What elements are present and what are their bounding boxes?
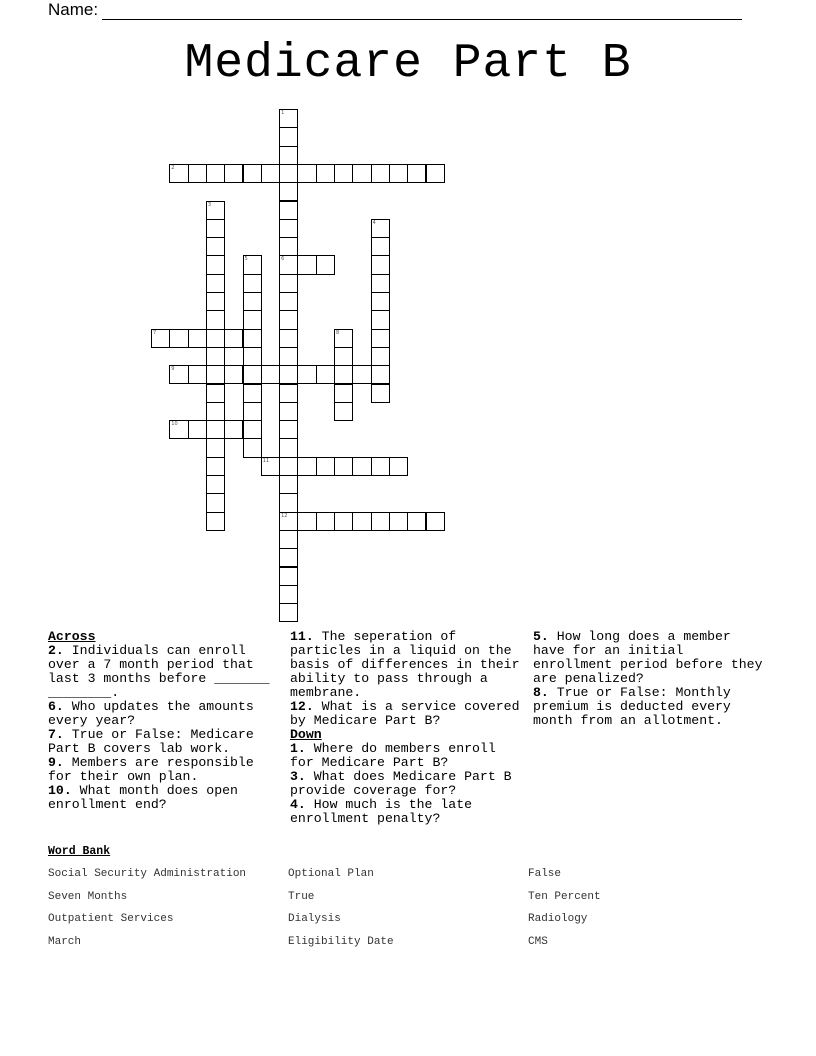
grid-cell[interactable]: [243, 420, 262, 439]
grid-cell[interactable]: [279, 402, 298, 421]
grid-cell[interactable]: [206, 512, 225, 531]
grid-cell[interactable]: [371, 237, 390, 256]
grid-cell[interactable]: [206, 310, 225, 329]
grid-cell[interactable]: [279, 420, 298, 439]
grid-cell[interactable]: [279, 182, 298, 201]
grid-cell[interactable]: [279, 603, 298, 622]
grid-number: 11: [262, 457, 270, 464]
grid-cell[interactable]: [389, 164, 408, 183]
grid-cell[interactable]: [389, 512, 408, 531]
word-bank-item: Radiology: [528, 913, 588, 925]
grid-cell[interactable]: [206, 365, 225, 384]
grid-cell[interactable]: [243, 365, 262, 384]
word-bank-item: False: [528, 868, 562, 880]
word-bank-item: Seven Months: [48, 891, 128, 903]
grid-cell[interactable]: [243, 438, 262, 457]
grid-cell[interactable]: [279, 274, 298, 293]
grid-cell[interactable]: [389, 457, 408, 476]
grid-cell[interactable]: [352, 164, 371, 183]
grid-cell[interactable]: [334, 457, 353, 476]
clue-number: 1.: [290, 741, 306, 756]
grid-number: 1: [281, 110, 285, 116]
word-bank-item: Social Security Administration: [48, 868, 247, 880]
grid-cell[interactable]: [243, 274, 262, 293]
clue-number: 5.: [533, 629, 549, 644]
grid-cell[interactable]: [297, 255, 316, 274]
grid-cell[interactable]: [371, 512, 390, 531]
grid-cell[interactable]: [206, 493, 225, 512]
clue-number: 3.: [290, 769, 306, 784]
clue: 6. Who updates the amounts every year?: [48, 699, 254, 728]
grid-cell[interactable]: [334, 164, 353, 183]
clue-number: 7.: [48, 727, 64, 742]
grid-cell[interactable]: [279, 438, 298, 457]
grid-number: 8: [336, 329, 340, 336]
grid-number: 3: [207, 201, 212, 208]
grid-cell[interactable]: [334, 347, 353, 366]
grid-cell[interactable]: [279, 365, 298, 384]
grid-cell[interactable]: [206, 274, 225, 293]
grid-cell[interactable]: [279, 475, 298, 494]
grid-cell[interactable]: [243, 310, 262, 329]
grid-cell[interactable]: [206, 164, 225, 183]
clue: 11. The seperation of particles in a liquid on the basis of differences in their ability to pass through a membrane.: [290, 629, 520, 700]
grid-cell[interactable]: [297, 457, 316, 476]
grid-cell[interactable]: [334, 402, 353, 421]
page-title: Medicare Part B: [184, 37, 632, 91]
grid-cell[interactable]: [371, 365, 390, 384]
clue-number: 11.: [290, 629, 314, 644]
grid-cell[interactable]: [206, 438, 225, 457]
clue: 2. Individuals can enroll over a 7 month period that last 3 months before _______ ________.: [48, 643, 270, 700]
grid-cell[interactable]: [371, 384, 390, 403]
grid-cell[interactable]: [224, 329, 243, 348]
grid-cell[interactable]: [188, 164, 207, 183]
clue-number: 10.: [48, 783, 72, 798]
grid-cell[interactable]: [206, 402, 225, 421]
grid-cell[interactable]: [297, 512, 316, 531]
grid-cell[interactable]: [206, 384, 225, 403]
word-bank-item: Ten Percent: [528, 891, 601, 903]
clues-column-1: [48, 630, 284, 812]
grid-cell[interactable]: [371, 329, 390, 348]
grid-cell[interactable]: [279, 329, 298, 348]
grid-cell[interactable]: [279, 548, 298, 567]
grid-cell[interactable]: [243, 347, 262, 366]
grid-cell[interactable]: [279, 347, 298, 366]
clue: 1. Where do members enroll for Medicare Part B?: [290, 741, 496, 770]
grid-cell[interactable]: [279, 219, 298, 238]
grid-cell[interactable]: [297, 164, 316, 183]
grid-cell[interactable]: [371, 274, 390, 293]
grid-cell[interactable]: [169, 329, 188, 348]
clue: 5. How long does a member have for an initial enrollment period before they are penalized?: [533, 629, 763, 686]
grid-cell[interactable]: [279, 237, 298, 256]
clue-number: 6.: [48, 699, 64, 714]
grid-cell[interactable]: [279, 146, 298, 165]
grid-cell[interactable]: [279, 530, 298, 549]
grid-cell[interactable]: [279, 585, 298, 604]
grid-cell[interactable]: [426, 164, 445, 183]
grid-cell[interactable]: [371, 164, 390, 183]
grid-cell[interactable]: [243, 402, 262, 421]
grid-cell[interactable]: [279, 201, 298, 220]
grid-number: 2: [171, 164, 175, 171]
grid-cell[interactable]: [206, 457, 225, 476]
grid-cell[interactable]: [188, 420, 207, 439]
word-bank-title: Word Bank: [48, 845, 111, 858]
grid-number: 4: [372, 219, 376, 226]
grid-cell[interactable]: [334, 512, 353, 531]
grid-cell[interactable]: [297, 365, 316, 384]
grid-cell[interactable]: [206, 420, 225, 439]
grid-cell[interactable]: [352, 365, 371, 384]
clue-number: 9.: [48, 755, 64, 770]
word-bank-item: March: [48, 936, 82, 948]
grid-cell[interactable]: [279, 384, 298, 403]
grid-cell[interactable]: [352, 457, 371, 476]
clue: 12. What is a service covered by Medicare Part B?: [290, 699, 520, 728]
clue: 7. True or False: Medicare Part B covers lab work.: [48, 727, 254, 756]
grid-cell[interactable]: [243, 292, 262, 311]
clue-heading: Down: [290, 727, 322, 742]
grid-number: 6: [281, 256, 285, 263]
grid-cell[interactable]: [206, 292, 225, 311]
word-bank-item: True: [288, 891, 315, 903]
clue-number: 8.: [533, 685, 549, 700]
grid-cell[interactable]: [224, 420, 243, 439]
grid-cell[interactable]: [206, 255, 225, 274]
grid-cell[interactable]: [371, 310, 390, 329]
grid-cell[interactable]: [371, 457, 390, 476]
grid-cell[interactable]: [261, 365, 280, 384]
clue: 4. How much is the late enrollment penalty?: [290, 797, 473, 826]
grid-cell[interactable]: [316, 365, 335, 384]
clue: 3. What does Medicare Part B provide coverage for?: [290, 769, 512, 798]
grid-cell[interactable]: [407, 164, 426, 183]
grid-cell[interactable]: [279, 567, 298, 586]
grid-cell[interactable]: [243, 384, 262, 403]
grid-number: 10: [171, 421, 178, 428]
clue: 9. Members are responsible for their own plan.: [48, 755, 254, 784]
grid-cell[interactable]: [371, 347, 390, 366]
grid-cell[interactable]: [371, 255, 390, 274]
grid-number: 5: [244, 256, 248, 263]
grid-cell[interactable]: [316, 512, 335, 531]
word-bank-item: Eligibility Date: [288, 936, 394, 948]
grid-cell[interactable]: [206, 237, 225, 256]
clue-number: 2.: [48, 643, 64, 658]
grid-number: 9: [171, 366, 175, 373]
clue-number: 12.: [290, 699, 314, 714]
grid-cell[interactable]: [371, 292, 390, 311]
grid-cell[interactable]: [426, 512, 445, 531]
grid-cell[interactable]: [243, 164, 262, 183]
grid-cell[interactable]: [188, 365, 207, 384]
grid-cell[interactable]: [316, 164, 335, 183]
word-bank-item: Optional Plan: [288, 868, 374, 880]
grid-cell[interactable]: [224, 365, 243, 384]
grid-cell[interactable]: [407, 512, 426, 531]
clue-number: 4.: [290, 797, 306, 812]
grid-cell[interactable]: [352, 512, 371, 531]
clues-column-3: [533, 630, 769, 728]
grid-cell[interactable]: [261, 164, 280, 183]
grid-cell[interactable]: [206, 347, 225, 366]
grid-number: 12: [281, 512, 288, 519]
grid-cell[interactable]: [279, 457, 298, 476]
word-bank-item: Dialysis: [288, 913, 341, 925]
grid-cell[interactable]: [206, 475, 225, 494]
grid-cell[interactable]: [243, 329, 262, 348]
grid-cell[interactable]: [224, 164, 243, 183]
clue-heading: Across: [48, 629, 96, 644]
grid-cell[interactable]: [279, 292, 298, 311]
grid-cell[interactable]: [279, 310, 298, 329]
grid-cell[interactable]: [279, 493, 298, 512]
grid-cell[interactable]: [334, 365, 353, 384]
word-bank-item: Outpatient Services: [48, 913, 174, 925]
grid-cell[interactable]: [334, 384, 353, 403]
grid-cell[interactable]: [316, 457, 335, 476]
grid-cell[interactable]: [206, 219, 225, 238]
clue: 10. What month does open enrollment end?: [48, 783, 238, 812]
clue: 8. True or False: Monthly premium is deducted every month from an allotment.: [533, 685, 731, 728]
name-label: Name:: [48, 0, 99, 19]
grid-cell[interactable]: [316, 255, 335, 274]
grid-number: 7: [153, 329, 157, 336]
grid-cell[interactable]: [188, 329, 207, 348]
clues-column-2: [290, 630, 526, 826]
word-bank-item: CMS: [528, 936, 548, 948]
grid-cell[interactable]: [279, 164, 298, 183]
grid-cell[interactable]: [279, 127, 298, 146]
grid-cell[interactable]: [206, 329, 225, 348]
